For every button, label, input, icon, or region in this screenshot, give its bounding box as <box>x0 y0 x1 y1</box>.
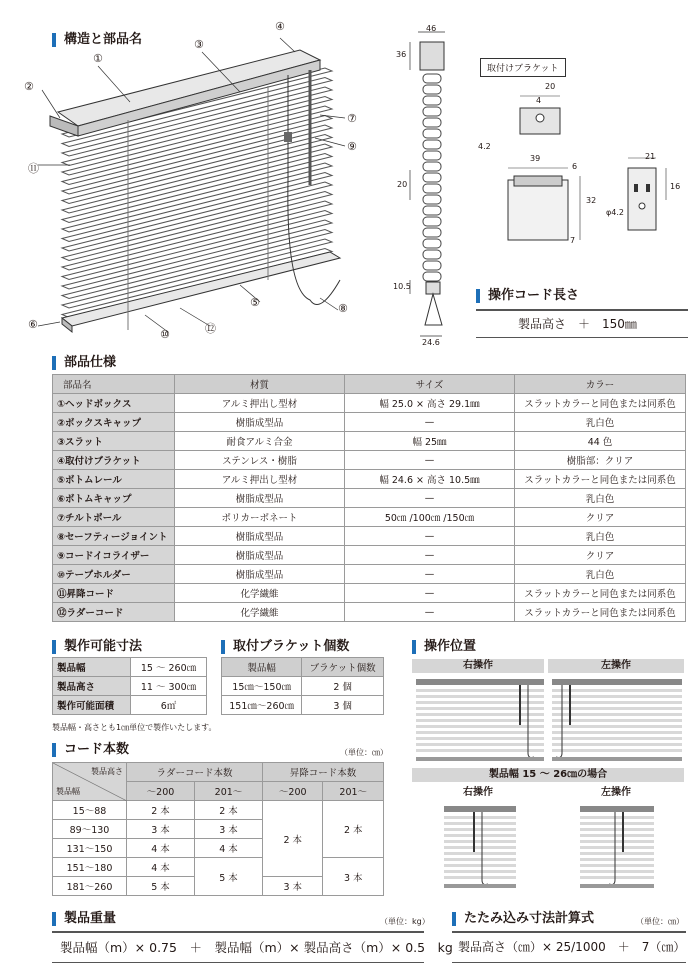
spec-size: 幅 24.6 × 高さ 10.5㎜ <box>345 470 515 489</box>
bracket-row <box>222 677 384 696</box>
cords-sub-3: ～200 <box>263 782 323 801</box>
spec-header-part: 部品名 <box>53 375 175 394</box>
operation-left-label: 左操作 <box>548 659 684 673</box>
spec-part: ③スラット <box>53 432 175 451</box>
spec-row <box>53 470 686 489</box>
size-row <box>53 677 207 696</box>
spec-row <box>53 451 686 470</box>
spec-color: スラットカラーと同色または同系色 <box>515 470 686 489</box>
cords-width-4: 151～180 <box>53 858 127 877</box>
spec-color: スラットカラーと同色または同系色 <box>515 394 686 413</box>
spec-part: ①ヘッドボックス <box>53 394 175 413</box>
callout-3: ③ <box>194 38 204 51</box>
dim-cap-16: 16 <box>670 182 681 191</box>
cords-lift-b-2: 3 本 <box>323 858 384 896</box>
spec-size: — <box>345 489 515 508</box>
spec-part: ⑤ボトムレール <box>53 470 175 489</box>
spec-part: ⑪昇降コード <box>53 584 175 603</box>
spec-size: — <box>345 603 515 622</box>
dim-rail-height: 10.5 <box>393 282 411 291</box>
spec-color: 乳白色 <box>515 489 686 508</box>
callout-6: ⑥ <box>28 318 38 331</box>
spec-material: ポリカーボネート <box>175 508 345 527</box>
spec-row <box>53 413 686 432</box>
dim-head-height: 36 <box>396 50 407 59</box>
fold-formula: 製品高さ（㎝）× 25/1000 ＋ 7（㎝） <box>458 940 686 954</box>
size-row <box>53 696 207 715</box>
cords-ladder-a-5: 5 本 <box>127 877 195 896</box>
spec-row <box>53 508 686 527</box>
spec-row <box>53 546 686 565</box>
weight-title: 製品重量 <box>52 912 116 926</box>
spec-row <box>53 432 686 451</box>
spec-color: 樹脂部：クリア <box>515 451 686 470</box>
cords-width-1: 15～88 <box>53 801 127 820</box>
bracket-diagram <box>480 80 690 250</box>
cords-ladder-b-3: 4 本 <box>195 839 263 858</box>
size-row <box>53 658 207 677</box>
cords-lift-a-1: 2 本 <box>263 801 323 877</box>
spec-color: 乳白色 <box>515 413 686 432</box>
callout-10: ⑩ <box>160 328 170 341</box>
spec-size: 50㎝ /100㎝ /150㎝ <box>345 508 515 527</box>
spec-part: ⑥ボトムキャップ <box>53 489 175 508</box>
spec-size: 幅 25㎜ <box>345 432 515 451</box>
spec-title: 部品仕様 <box>52 356 116 370</box>
size-label: 製作可能面積 <box>53 696 131 715</box>
blind-structure-diagram <box>20 30 375 350</box>
callout-2: ② <box>24 80 34 93</box>
weight-formula: 製品幅（m）× 0.75 ＋ 製品幅（m）× 製品高さ（m）× 0.5 kg <box>60 940 453 955</box>
bracket-label: 取付けブラケット <box>480 58 566 77</box>
spec-size: — <box>345 584 515 603</box>
structure-title: 構造と部品名 <box>52 33 142 47</box>
operation-right-label-narrow: 右操作 <box>412 786 544 800</box>
spec-material: 化学繊維 <box>175 603 345 622</box>
callout-1: ① <box>93 52 103 65</box>
spec-row <box>53 394 686 413</box>
dim-rail-width: 24.6 <box>422 338 440 347</box>
operation-left-label-narrow: 左操作 <box>548 786 684 800</box>
spec-color: 乳白色 <box>515 565 686 584</box>
spec-size: — <box>345 546 515 565</box>
spec-material: 樹脂成型品 <box>175 489 345 508</box>
cord-length-title: 操作コード長さ <box>476 289 579 303</box>
cords-ladder-b-2: 3 本 <box>195 820 263 839</box>
cords-ladder-b-1: 2 本 <box>195 801 263 820</box>
cords-lift-a-2: 3 本 <box>263 877 323 896</box>
bracket-count: 2 個 <box>302 677 384 696</box>
spec-table <box>52 374 686 622</box>
callout-9: ⑨ <box>347 140 357 153</box>
cords-sub-1: ～200 <box>127 782 195 801</box>
dim-head-width: 46 <box>426 24 437 33</box>
cords-unit: （単位：㎝） <box>340 748 388 757</box>
size-label: 製品幅 <box>53 658 131 677</box>
fold-title: たたみ込み寸法計算式 <box>452 912 594 926</box>
cords-lift-header: 昇降コード本数 <box>263 763 384 782</box>
weight-unit: （単位：kg） <box>380 917 430 926</box>
spec-part: ⑨コードイコライザー <box>53 546 175 565</box>
spec-part: ④取付けブラケット <box>53 451 175 470</box>
cords-corner-height: 製品高さ <box>91 767 123 776</box>
size-table <box>52 657 207 715</box>
spec-size: 幅 25.0 × 高さ 29.1㎜ <box>345 394 515 413</box>
cords-sub-2: 201～ <box>195 782 263 801</box>
spec-part: ⑩テープホルダー <box>53 565 175 584</box>
size-value: 15 ～ 260㎝ <box>131 658 207 677</box>
spec-size: — <box>345 451 515 470</box>
dim-bracket-20: 20 <box>545 82 556 91</box>
cords-ladder-a-1: 2 本 <box>127 801 195 820</box>
spec-row <box>53 603 686 622</box>
spec-material: 樹脂成型品 <box>175 546 345 565</box>
operation-title: 操作位置 <box>412 640 476 654</box>
spec-color: 44 色 <box>515 432 686 451</box>
operation-diagram-narrow <box>412 802 686 892</box>
spec-header-size: サイズ <box>345 375 515 394</box>
dim-bracket-4: 4 <box>536 96 542 105</box>
spec-material: ステンレス・樹脂 <box>175 451 345 470</box>
bracket-count-table <box>221 657 384 715</box>
spec-row <box>53 565 686 584</box>
spec-part: ⑦チルトポール <box>53 508 175 527</box>
spec-color: 乳白色 <box>515 527 686 546</box>
cords-width-3: 131～150 <box>53 839 127 858</box>
cords-ladder-a-2: 3 本 <box>127 820 195 839</box>
bracket-width: 151㎝～260㎝ <box>222 696 302 715</box>
callout-11: ⑪ <box>28 162 39 175</box>
dim-bracket-7: 7 <box>570 236 576 245</box>
spec-size: — <box>345 565 515 584</box>
spec-material: 耐食アルミ合金 <box>175 432 345 451</box>
spec-row <box>53 489 686 508</box>
spec-part: ⑧セーフティージョイント <box>53 527 175 546</box>
cords-width-2: 89～130 <box>53 820 127 839</box>
spec-color: スラットカラーと同色または同系色 <box>515 603 686 622</box>
bracket-count: 3 個 <box>302 696 384 715</box>
spec-size: — <box>345 413 515 432</box>
cords-width-5: 181～260 <box>53 877 127 896</box>
dim-bracket-4-2: 4.2 <box>478 142 491 151</box>
size-value: 6㎡ <box>131 696 207 715</box>
callout-4: ④ <box>275 20 285 33</box>
size-title: 製作可能寸法 <box>52 640 142 654</box>
operation-narrow-label: 製品幅 15 ～ 26㎝の場合 <box>412 768 684 782</box>
cords-ladder-b-4: 5 本 <box>195 858 263 896</box>
size-note: 製品幅・高さとも1㎝単位で製作いたします。 <box>52 723 217 732</box>
cords-ladder-a-3: 4 本 <box>127 839 195 858</box>
callout-8: ⑧ <box>338 302 348 315</box>
size-label: 製品高さ <box>53 677 131 696</box>
bracket-count-title: 取付ブラケット個数 <box>221 640 349 654</box>
dim-bracket-39: 39 <box>530 154 541 163</box>
spec-color: スラットカラーと同色または同系色 <box>515 584 686 603</box>
spec-material: アルミ押出し型材 <box>175 470 345 489</box>
dim-cap-21: 21 <box>645 152 656 161</box>
spec-row <box>53 527 686 546</box>
cords-corner-width: 製品幅 <box>56 787 80 796</box>
spec-material: 樹脂成型品 <box>175 527 345 546</box>
spec-material: アルミ押出し型材 <box>175 394 345 413</box>
cords-table <box>52 762 384 896</box>
spec-color: クリア <box>515 508 686 527</box>
cords-ladder-a-4: 4 本 <box>127 858 195 877</box>
cords-title: コード本数 <box>52 743 129 757</box>
cords-sub-4: 201～ <box>323 782 384 801</box>
callout-7: ⑦ <box>347 112 357 125</box>
cord-length-formula: 製品高さ ＋ 150㎜ <box>518 317 637 331</box>
spec-header-color: カラー <box>515 375 686 394</box>
dim-bracket-6: 6 <box>572 162 578 171</box>
operation-diagram-wide <box>412 675 686 765</box>
cords-lift-b-1: 2 本 <box>323 801 384 858</box>
bracket-width: 15㎝～150㎝ <box>222 677 302 696</box>
spec-material: 樹脂成型品 <box>175 413 345 432</box>
spec-row <box>53 584 686 603</box>
spec-part: ⑫ラダーコード <box>53 603 175 622</box>
bracket-header-width: 製品幅 <box>222 658 302 677</box>
size-value: 11 ～ 300㎝ <box>131 677 207 696</box>
dim-bracket-32: 32 <box>586 196 597 205</box>
spec-part: ②ボックスキャップ <box>53 413 175 432</box>
spec-material: 化学繊維 <box>175 584 345 603</box>
bracket-header-count: ブラケット個数 <box>302 658 384 677</box>
fold-unit: （単位：㎝） <box>636 917 684 926</box>
spec-size: — <box>345 527 515 546</box>
dim-slat-pitch: 20 <box>397 180 408 189</box>
operation-right-label: 右操作 <box>412 659 544 673</box>
spec-color: クリア <box>515 546 686 565</box>
spec-material: 樹脂成型品 <box>175 565 345 584</box>
dim-cap-hole: φ4.2 <box>606 208 624 217</box>
callout-5: ⑤ <box>250 296 260 309</box>
bracket-row <box>222 696 384 715</box>
spec-header-material: 材質 <box>175 375 345 394</box>
cords-ladder-header: ラダーコード本数 <box>127 763 263 782</box>
callout-12: ⑫ <box>205 322 216 335</box>
